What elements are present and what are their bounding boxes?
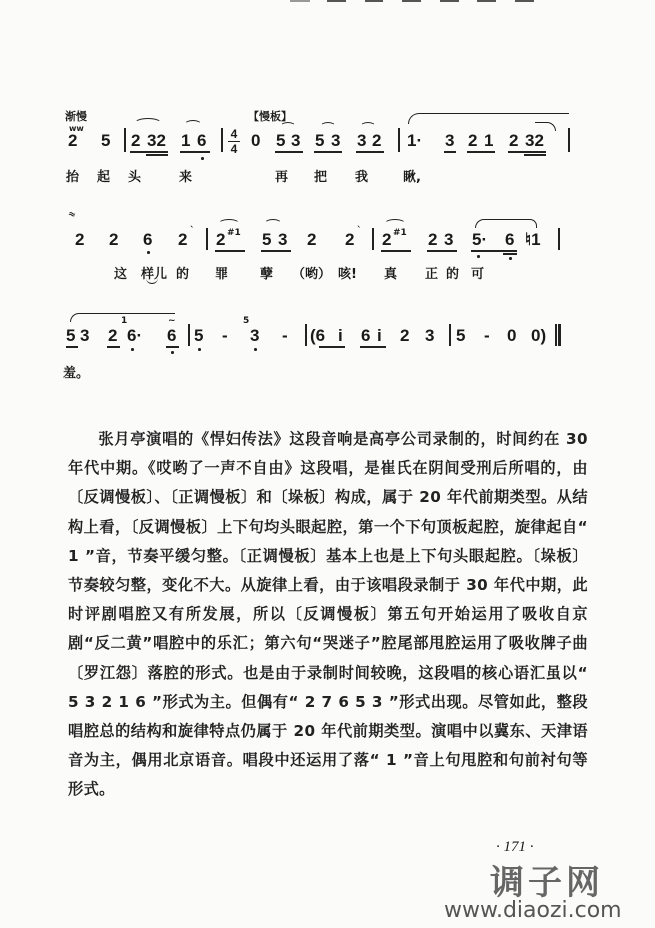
slur (264, 219, 282, 229)
underline (471, 250, 517, 252)
section-marking: 【慢板】 (248, 110, 292, 123)
underline (467, 151, 495, 153)
note: 2 (178, 230, 188, 249)
low-octave-dot (171, 351, 174, 354)
lyric: 羞。 (63, 366, 90, 381)
final-barline-thin (555, 324, 557, 346)
note: 0 (251, 131, 261, 150)
note: 1 (484, 131, 494, 150)
paragraph-text: 张月亭演唱的《悍妇传法》这段音响是高亭公司录制的，时间约在 30 年代中期。《哎哟了一声不自由》这段唱，是崔氏在阴间受刑后所唱的，由〔反调慢板〕、〔正调慢板〕和〔垛板〕构成，属于 20 年代前期类型。从结构上看，〔反调慢板〕上下句均头眼起腔，第一个下句顶板起腔，旋律起自“ 1 ”音，节奏平缓匀整。〔正调慢板〕基本上也是上下句头眼起腔。〔垛板〕节奏较匀整，变化不大。从旋律上看，由于该唱段录制于 30 年代中期，此时评剧唱腔又有所发展，所以〔反调慢板〕第五句开始运用了吸收自京剧“反二黄”唱腔中的乐汇；第六句“哭迷子”腔尾部甩腔运用了吸收牌子曲〔罗江怨〕落腔的形式。也是由于录制时间较晚，这段唱的核心语汇虽以“ 5 3 2 1 6 ”形式为主。但偶有“ 2 7 6 5 3 ”形式出现。尽管如此，整段唱腔总的结构和旋律特点仍属于 20 年代前期类型。演唱中以冀东、天津语音为主，偶用北京语音。唱段中还运用了落“ 1 ”音上句甩腔和句前衬句等形式。 (68, 430, 588, 799)
glide-mark-icon: ˋ (190, 226, 195, 236)
barline (558, 228, 560, 250)
low-octave-dot (198, 348, 201, 351)
phrase-slur-line (80, 313, 175, 314)
grace-note: 1 (121, 316, 128, 326)
lyric: 再 (275, 170, 289, 185)
final-barline-thick (558, 324, 561, 346)
sustain-dash: - (222, 326, 228, 345)
slur (184, 120, 202, 130)
slur (134, 118, 162, 129)
underline (427, 250, 457, 252)
lyric: 样儿 (141, 267, 168, 282)
note: 2 (372, 131, 382, 150)
lyric: 来 (179, 170, 193, 185)
natural-note: ♮1 (525, 230, 541, 249)
barline (206, 228, 208, 250)
lyric: 的 (176, 267, 190, 282)
note: 5 (315, 131, 325, 150)
high-note: i (338, 326, 343, 345)
note: 6· (127, 326, 143, 345)
time-sig-bottom: 4 (230, 142, 238, 156)
underline (146, 154, 168, 156)
low-octave-dot (131, 348, 134, 351)
underline (381, 250, 411, 252)
barline (221, 128, 223, 152)
note: 1· (407, 131, 423, 150)
note: 2 (68, 131, 78, 150)
note: 2 (428, 230, 438, 249)
watermark-title: 调子网 (490, 863, 604, 903)
time-sig-top: 4 (230, 127, 238, 141)
low-octave-dot (147, 251, 150, 254)
barline (449, 324, 451, 346)
commentary-paragraph (68, 425, 588, 805)
note: 3 (445, 131, 455, 150)
note: 0) (531, 326, 547, 345)
slur (360, 122, 376, 131)
underline (319, 346, 345, 348)
lyric: 我 (355, 170, 369, 185)
sustain-dash: - (484, 326, 490, 345)
note: 6 (197, 131, 207, 150)
underline (508, 151, 546, 153)
lyric: 可 (471, 267, 485, 282)
page-number: · 171 · (496, 839, 534, 855)
note: 6 (167, 326, 177, 345)
underline (444, 151, 456, 153)
note: 5 (194, 326, 204, 345)
lyric: 孽 (260, 267, 274, 282)
lyric: 真 (384, 267, 398, 282)
underline (107, 346, 120, 348)
underline (215, 250, 245, 252)
slur (475, 219, 531, 228)
lyric: 罪 (215, 267, 229, 282)
note: 2 (382, 230, 392, 249)
tremolo-icon: ~ (168, 316, 176, 326)
underline (130, 151, 168, 153)
barline (398, 128, 400, 152)
note: 3 (425, 326, 435, 345)
lyric: 把 (314, 170, 328, 185)
note: 1 (181, 131, 191, 150)
note: 2 (468, 131, 478, 150)
low-octave-dot (509, 257, 512, 260)
note: 2 (75, 230, 85, 249)
note: 3 (357, 131, 367, 150)
sharp-note: #1 (393, 228, 407, 238)
trill-icon: ww (69, 124, 84, 133)
note: 32 (525, 131, 544, 150)
note: 5 (101, 131, 111, 150)
lyric: 抬 (66, 170, 80, 185)
note: 3 (444, 230, 454, 249)
underline (66, 346, 78, 348)
slur (280, 122, 296, 131)
underline (524, 154, 546, 156)
note: 2 (109, 230, 119, 249)
barline (188, 324, 190, 346)
low-octave-dot (201, 157, 204, 160)
note: 5 (276, 131, 286, 150)
note: 2 (400, 326, 410, 345)
note: 5 (456, 326, 466, 345)
note: (6 (310, 326, 326, 345)
high-note: i (377, 326, 382, 345)
note: 3 (278, 230, 288, 249)
underline (503, 253, 517, 255)
low-octave-dot (254, 348, 257, 351)
sharp-note: #1 (227, 228, 241, 238)
slur-end (530, 219, 537, 228)
sustain-dash: - (282, 326, 288, 345)
note: 3 (331, 131, 341, 150)
note: 2 (307, 230, 317, 249)
grace-note: 5 (243, 316, 250, 326)
time-signature (228, 128, 240, 155)
lyric: 瞅, (403, 170, 421, 185)
barline (372, 228, 374, 250)
lyric: 咳! (338, 267, 357, 282)
lyric: （哟） (292, 267, 332, 282)
lyric: 这 (114, 267, 128, 282)
note: 5 (262, 230, 272, 249)
tie-mark (146, 278, 158, 284)
underline (356, 151, 384, 153)
note: 2 (509, 131, 519, 150)
note: 2 (345, 230, 355, 249)
note: 2 (216, 230, 226, 249)
note: 2 (131, 131, 141, 150)
watermark-url[interactable]: www.diaozi.com (444, 898, 622, 923)
note: 0 (507, 326, 517, 345)
low-octave-dot (477, 255, 480, 258)
glide-mark-icon: ≈ (66, 209, 78, 221)
note: 5· (472, 230, 488, 249)
note: 2 (108, 326, 118, 345)
note: 3 (80, 326, 90, 345)
note: 5 (66, 326, 76, 345)
lyric: 起 (97, 170, 111, 185)
underline (314, 151, 342, 153)
barline (305, 324, 307, 346)
note: 3 (291, 131, 301, 150)
slur (535, 122, 556, 131)
barline (124, 128, 126, 152)
lyric: 头 (128, 170, 142, 185)
note: 6 (361, 326, 371, 345)
lyric: 正 (425, 267, 439, 282)
slur (320, 122, 336, 131)
underline (360, 346, 386, 348)
note: 6 (143, 230, 153, 249)
note: 32 (147, 131, 166, 150)
underline (275, 151, 303, 153)
note: 3 (250, 326, 260, 345)
underline (261, 250, 291, 252)
barline (568, 128, 570, 152)
glide-mark-icon: ˋ (357, 226, 362, 236)
underline (180, 151, 210, 153)
lyric: 的 (446, 267, 460, 282)
tempo-marking: 渐慢 (65, 110, 87, 123)
underline (166, 346, 179, 348)
note: 6 (505, 230, 515, 249)
